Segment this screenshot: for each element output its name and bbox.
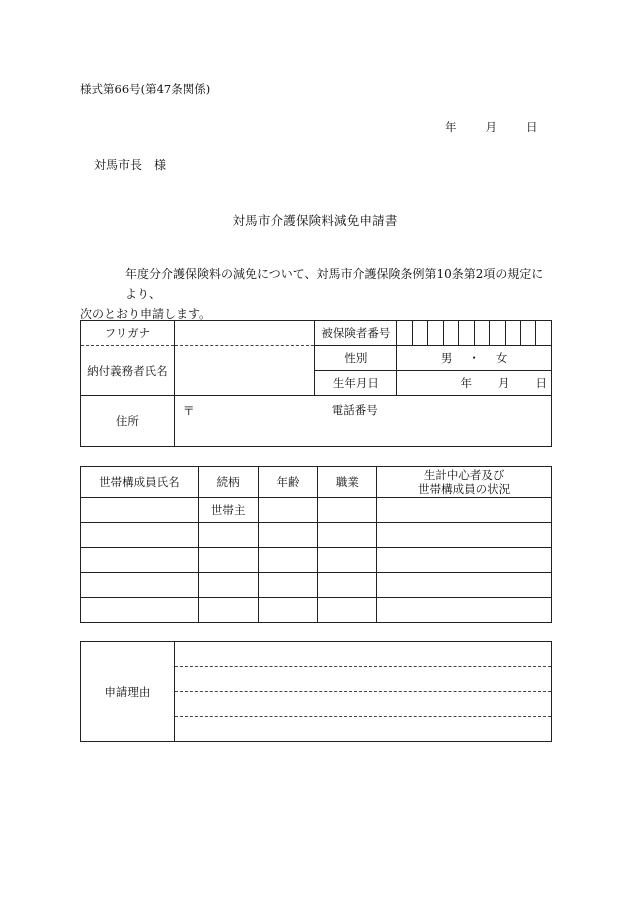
date-line	[445, 119, 538, 135]
table-row	[81, 498, 552, 523]
insured-number-boxes[interactable]	[397, 321, 552, 346]
document-title: 対馬市介護保険料減免申請書	[232, 213, 398, 228]
addressee: 対馬市長 様	[94, 158, 167, 172]
reason-input[interactable]	[174, 642, 551, 742]
address-input[interactable]	[174, 396, 551, 447]
insured-number-label: 被保険者番号	[315, 321, 397, 346]
reason-table	[80, 641, 552, 742]
digit-box[interactable]	[427, 321, 442, 345]
payer-name-input[interactable]	[174, 346, 315, 396]
household-table	[80, 466, 552, 623]
relation-cell[interactable]	[198, 573, 258, 598]
age-cell[interactable]	[258, 498, 318, 523]
reason-line[interactable]	[175, 692, 551, 717]
member-name-cell[interactable]	[81, 598, 199, 623]
digit-box[interactable]	[443, 321, 458, 345]
member-name-cell[interactable]	[81, 573, 199, 598]
birth-date-input[interactable]	[397, 371, 552, 396]
table-row	[81, 598, 552, 623]
digit-box[interactable]	[520, 321, 535, 345]
date-year-label: 年	[445, 120, 457, 134]
table-row	[81, 548, 552, 573]
occupation-cell[interactable]	[318, 598, 377, 623]
occupation-cell[interactable]	[318, 498, 377, 523]
household-name-header: 世帯構成員氏名	[81, 467, 199, 498]
relation-cell[interactable]	[198, 598, 258, 623]
sex-options[interactable]	[397, 346, 552, 371]
table-row	[81, 523, 552, 548]
status-cell[interactable]	[377, 523, 552, 548]
postal-mark: 〒	[182, 404, 195, 418]
reason-line[interactable]	[175, 717, 551, 741]
digit-box[interactable]	[535, 321, 550, 345]
digit-box[interactable]	[458, 321, 473, 345]
member-name-cell[interactable]	[81, 498, 199, 523]
reason-label: 申請理由	[81, 642, 175, 742]
relation-header: 続柄	[198, 467, 258, 498]
age-cell[interactable]	[258, 548, 318, 573]
occupation-header: 職業	[318, 467, 377, 498]
birth-month-unit: 月	[498, 376, 510, 390]
reason-line[interactable]	[175, 667, 551, 692]
furigana-input[interactable]	[174, 321, 315, 346]
relation-cell: 世帯主	[198, 498, 258, 523]
status-cell[interactable]	[377, 498, 552, 523]
age-cell[interactable]	[258, 598, 318, 623]
digit-box[interactable]	[505, 321, 520, 345]
occupation-cell[interactable]	[318, 523, 377, 548]
applicant-table	[80, 320, 552, 447]
sex-separator: ・	[468, 351, 480, 365]
date-month-label: 月	[485, 120, 497, 134]
household-status-header	[377, 467, 552, 498]
sex-label: 性別	[315, 346, 397, 371]
status-cell[interactable]	[377, 573, 552, 598]
age-cell[interactable]	[258, 523, 318, 548]
digit-box[interactable]	[412, 321, 427, 345]
member-name-cell[interactable]	[81, 548, 199, 573]
table-row	[81, 573, 552, 598]
digit-box[interactable]	[474, 321, 489, 345]
status-cell[interactable]	[377, 548, 552, 573]
sex-male[interactable]: 男	[440, 351, 453, 365]
relation-cell[interactable]	[198, 523, 258, 548]
status-header-line-2: 世帯構成員の状況	[418, 482, 511, 496]
birth-date-label: 生年月日	[315, 371, 397, 396]
birth-day-unit: 日	[535, 376, 547, 390]
occupation-cell[interactable]	[318, 573, 377, 598]
payer-name-label: 納付義務者氏名	[81, 346, 175, 396]
furigana-label: フリガナ	[81, 321, 175, 346]
reason-line[interactable]	[175, 642, 551, 667]
birth-year-unit: 年	[460, 376, 472, 390]
form-number: 様式第66号(第47条関係)	[80, 82, 211, 96]
date-day-label: 日	[526, 120, 538, 134]
age-header: 年齢	[258, 467, 318, 498]
status-header-line-1: 生計中心者及び	[423, 468, 505, 482]
member-name-cell[interactable]	[81, 523, 199, 548]
phone-label: 電話番号	[331, 403, 378, 417]
status-cell[interactable]	[377, 598, 552, 623]
application-statement	[80, 264, 555, 324]
statement-line-2: 次のとおり申請します。	[80, 307, 212, 321]
digit-box[interactable]	[397, 321, 411, 345]
digit-box[interactable]	[489, 321, 504, 345]
relation-cell[interactable]	[198, 548, 258, 573]
sex-female[interactable]: 女	[495, 351, 508, 365]
occupation-cell[interactable]	[318, 548, 377, 573]
statement-line-1: 年度分介護保険料の減免について、対馬市介護保険条例第10条第2項の規定により、	[125, 267, 544, 301]
age-cell[interactable]	[258, 573, 318, 598]
address-label: 住所	[81, 396, 175, 447]
